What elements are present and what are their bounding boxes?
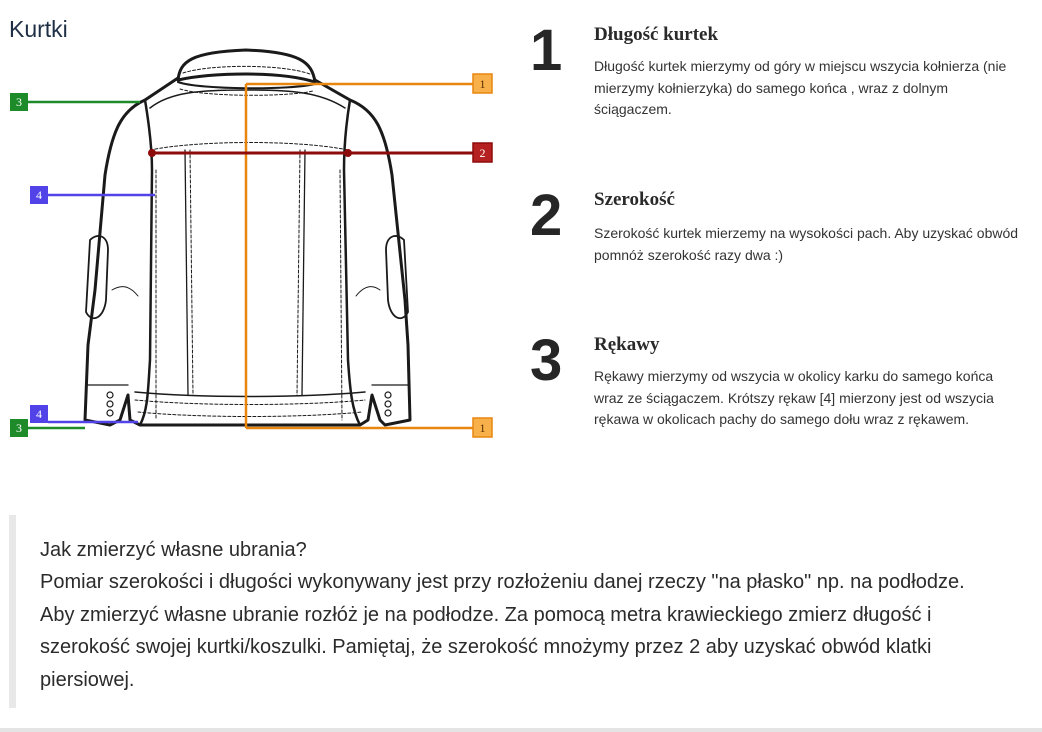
step-number: 2	[530, 183, 563, 248]
step-sleeves	[530, 328, 1030, 462]
bottom-divider	[0, 728, 1042, 732]
svg-text:2: 2	[479, 146, 486, 160]
jacket-back-icon	[85, 50, 410, 425]
step-title: Szerokość	[594, 189, 675, 210]
page-title: Kurtki	[9, 16, 68, 42]
marker-2	[473, 143, 492, 162]
step-text: Szerokość kurtek mierzemy na wysokości pach. Aby uzyskać obwód pomnóż szerokość razy dwa :)	[594, 225, 1019, 263]
step-text: Rękawy mierzymy od wszycia w okolicy karku do samego końca wraz ze ściągaczem. Krótszy rękaw [4] mierzony jest od wszycia rękawa w okolicach pachy do samego dołu wraz z rękawem.	[594, 368, 994, 427]
marker-1-top	[473, 74, 492, 93]
jacket-measurement-diagram	[0, 0, 520, 470]
step-title: Długość kurtek	[594, 24, 719, 45]
marker-4-bottom	[30, 405, 48, 423]
step-text: Długość kurtek mierzymy od góry w miejscu wszycia kołnierza (nie mierzymy kołnierzyka) do samego końca , wraz z dolnym ściągaczem.	[594, 58, 1007, 117]
step-number: 1	[530, 18, 563, 83]
step-number: 3	[530, 328, 563, 393]
svg-text:4: 4	[36, 407, 42, 421]
how-to-measure-title: Jak zmierzyć własne ubrania?	[40, 539, 307, 561]
svg-text:3: 3	[16, 421, 22, 435]
marker-3-bottom	[10, 419, 28, 437]
svg-text:1: 1	[479, 77, 486, 91]
svg-text:4: 4	[36, 188, 42, 202]
step-length	[530, 18, 1030, 132]
marker-4-top	[30, 186, 48, 204]
step-width	[530, 183, 1030, 277]
how-to-measure-box	[9, 515, 1026, 708]
svg-text:3: 3	[16, 95, 22, 109]
marker-1-bottom	[473, 418, 492, 437]
marker-3-top	[10, 93, 28, 111]
svg-text:1: 1	[479, 421, 486, 435]
step-title: Rękawy	[594, 334, 660, 355]
how-to-measure-text: Pomiar szerokości i długości wykonywany jest przy rozłożeniu danej rzeczy "na płasko" np. na podłodze. Aby zmierzyć własne ubranie rozłóż je na podłodze. Za pomocą metra krawieckiego zmierz długość i szerokość swojej kurtki/koszulki. Pamiętaj, że szerokość mnożymy przez 2 aby uzyskać obwód klatki piersiowej.	[40, 571, 965, 691]
